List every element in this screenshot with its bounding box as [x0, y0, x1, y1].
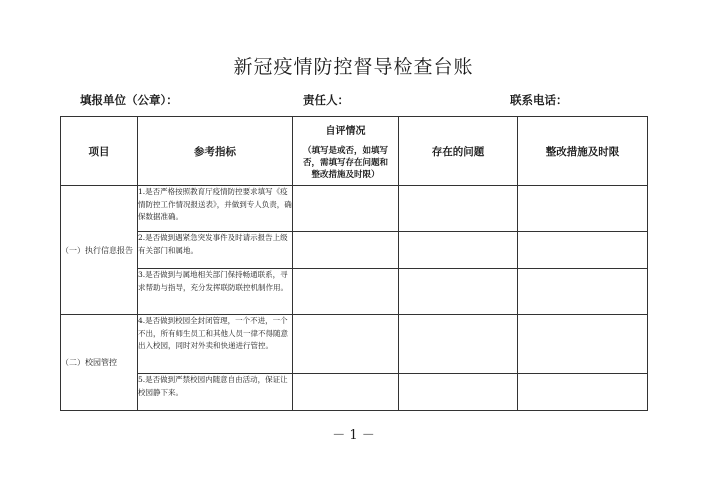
self-evaluation-cell[interactable] — [293, 269, 399, 315]
rectification-cell[interactable] — [518, 374, 648, 411]
header-self-evaluation — [293, 117, 399, 186]
contact-phone-label: 联系电话： — [510, 93, 568, 107]
category-cell: （一）执行信息报告 — [61, 186, 138, 315]
header-self-evaluation-note: （填写是或否，如填写否，需填写存在问题和整改措施及时限） — [302, 145, 388, 180]
header-criteria: 参考指标 — [138, 117, 293, 186]
rectification-cell[interactable] — [518, 315, 648, 374]
table-row — [61, 269, 648, 315]
document-title: 新冠疫情防控督导检查台账 — [233, 56, 474, 78]
problems-cell[interactable] — [399, 186, 518, 232]
header-item: 项目 — [61, 117, 138, 186]
header-self-evaluation-title: 自评情况 — [325, 125, 366, 137]
criteria-cell: 4.是否做到校园全封闭管理，一个不进，一个不出，所有师生员工和其他人员一律不得随意出入校园，同时对外卖和快递进行管控。 — [138, 315, 293, 374]
criteria-cell: 3.是否做到与属地相关部门保持畅通联系，寻求帮助与指导，充分发挥联防联控机制作用。 — [138, 269, 293, 315]
problems-cell[interactable] — [399, 232, 518, 269]
table-row — [61, 186, 648, 232]
table-row — [61, 232, 648, 269]
rectification-cell[interactable] — [518, 269, 648, 315]
responsible-person-label: 责任人： — [303, 93, 349, 107]
self-evaluation-cell[interactable] — [293, 232, 399, 269]
rectification-cell[interactable] — [518, 232, 648, 269]
self-evaluation-cell[interactable] — [293, 186, 399, 232]
table-header-row — [61, 117, 648, 186]
page-number: － 1 － — [332, 428, 375, 443]
table-row — [61, 374, 648, 411]
problems-cell[interactable] — [399, 315, 518, 374]
problems-cell[interactable] — [399, 374, 518, 411]
category-cell: （二）校园管控 — [61, 315, 138, 411]
header-problems: 存在的问题 — [399, 117, 518, 186]
criteria-cell: 2.是否做到遇紧急突发事件及时请示报告上级有关部门和属地。 — [138, 232, 293, 269]
table-row — [61, 315, 648, 374]
criteria-cell: 1.是否严格按照教育厅疫情防控要求填写《疫情防控工作情况报送表》，并做到专人负责，确保数据准确。 — [138, 186, 293, 232]
self-evaluation-cell[interactable] — [293, 315, 399, 374]
self-evaluation-cell[interactable] — [293, 374, 399, 411]
inspection-ledger-table — [60, 116, 648, 411]
criteria-cell: 5.是否做到严禁校园内随意自由活动，保证让校园静下来。 — [138, 374, 293, 411]
reporting-unit-label: 填报单位（公章）： — [80, 93, 178, 107]
header-rectification: 整改措施及时限 — [518, 117, 648, 186]
rectification-cell[interactable] — [518, 186, 648, 232]
problems-cell[interactable] — [399, 269, 518, 315]
